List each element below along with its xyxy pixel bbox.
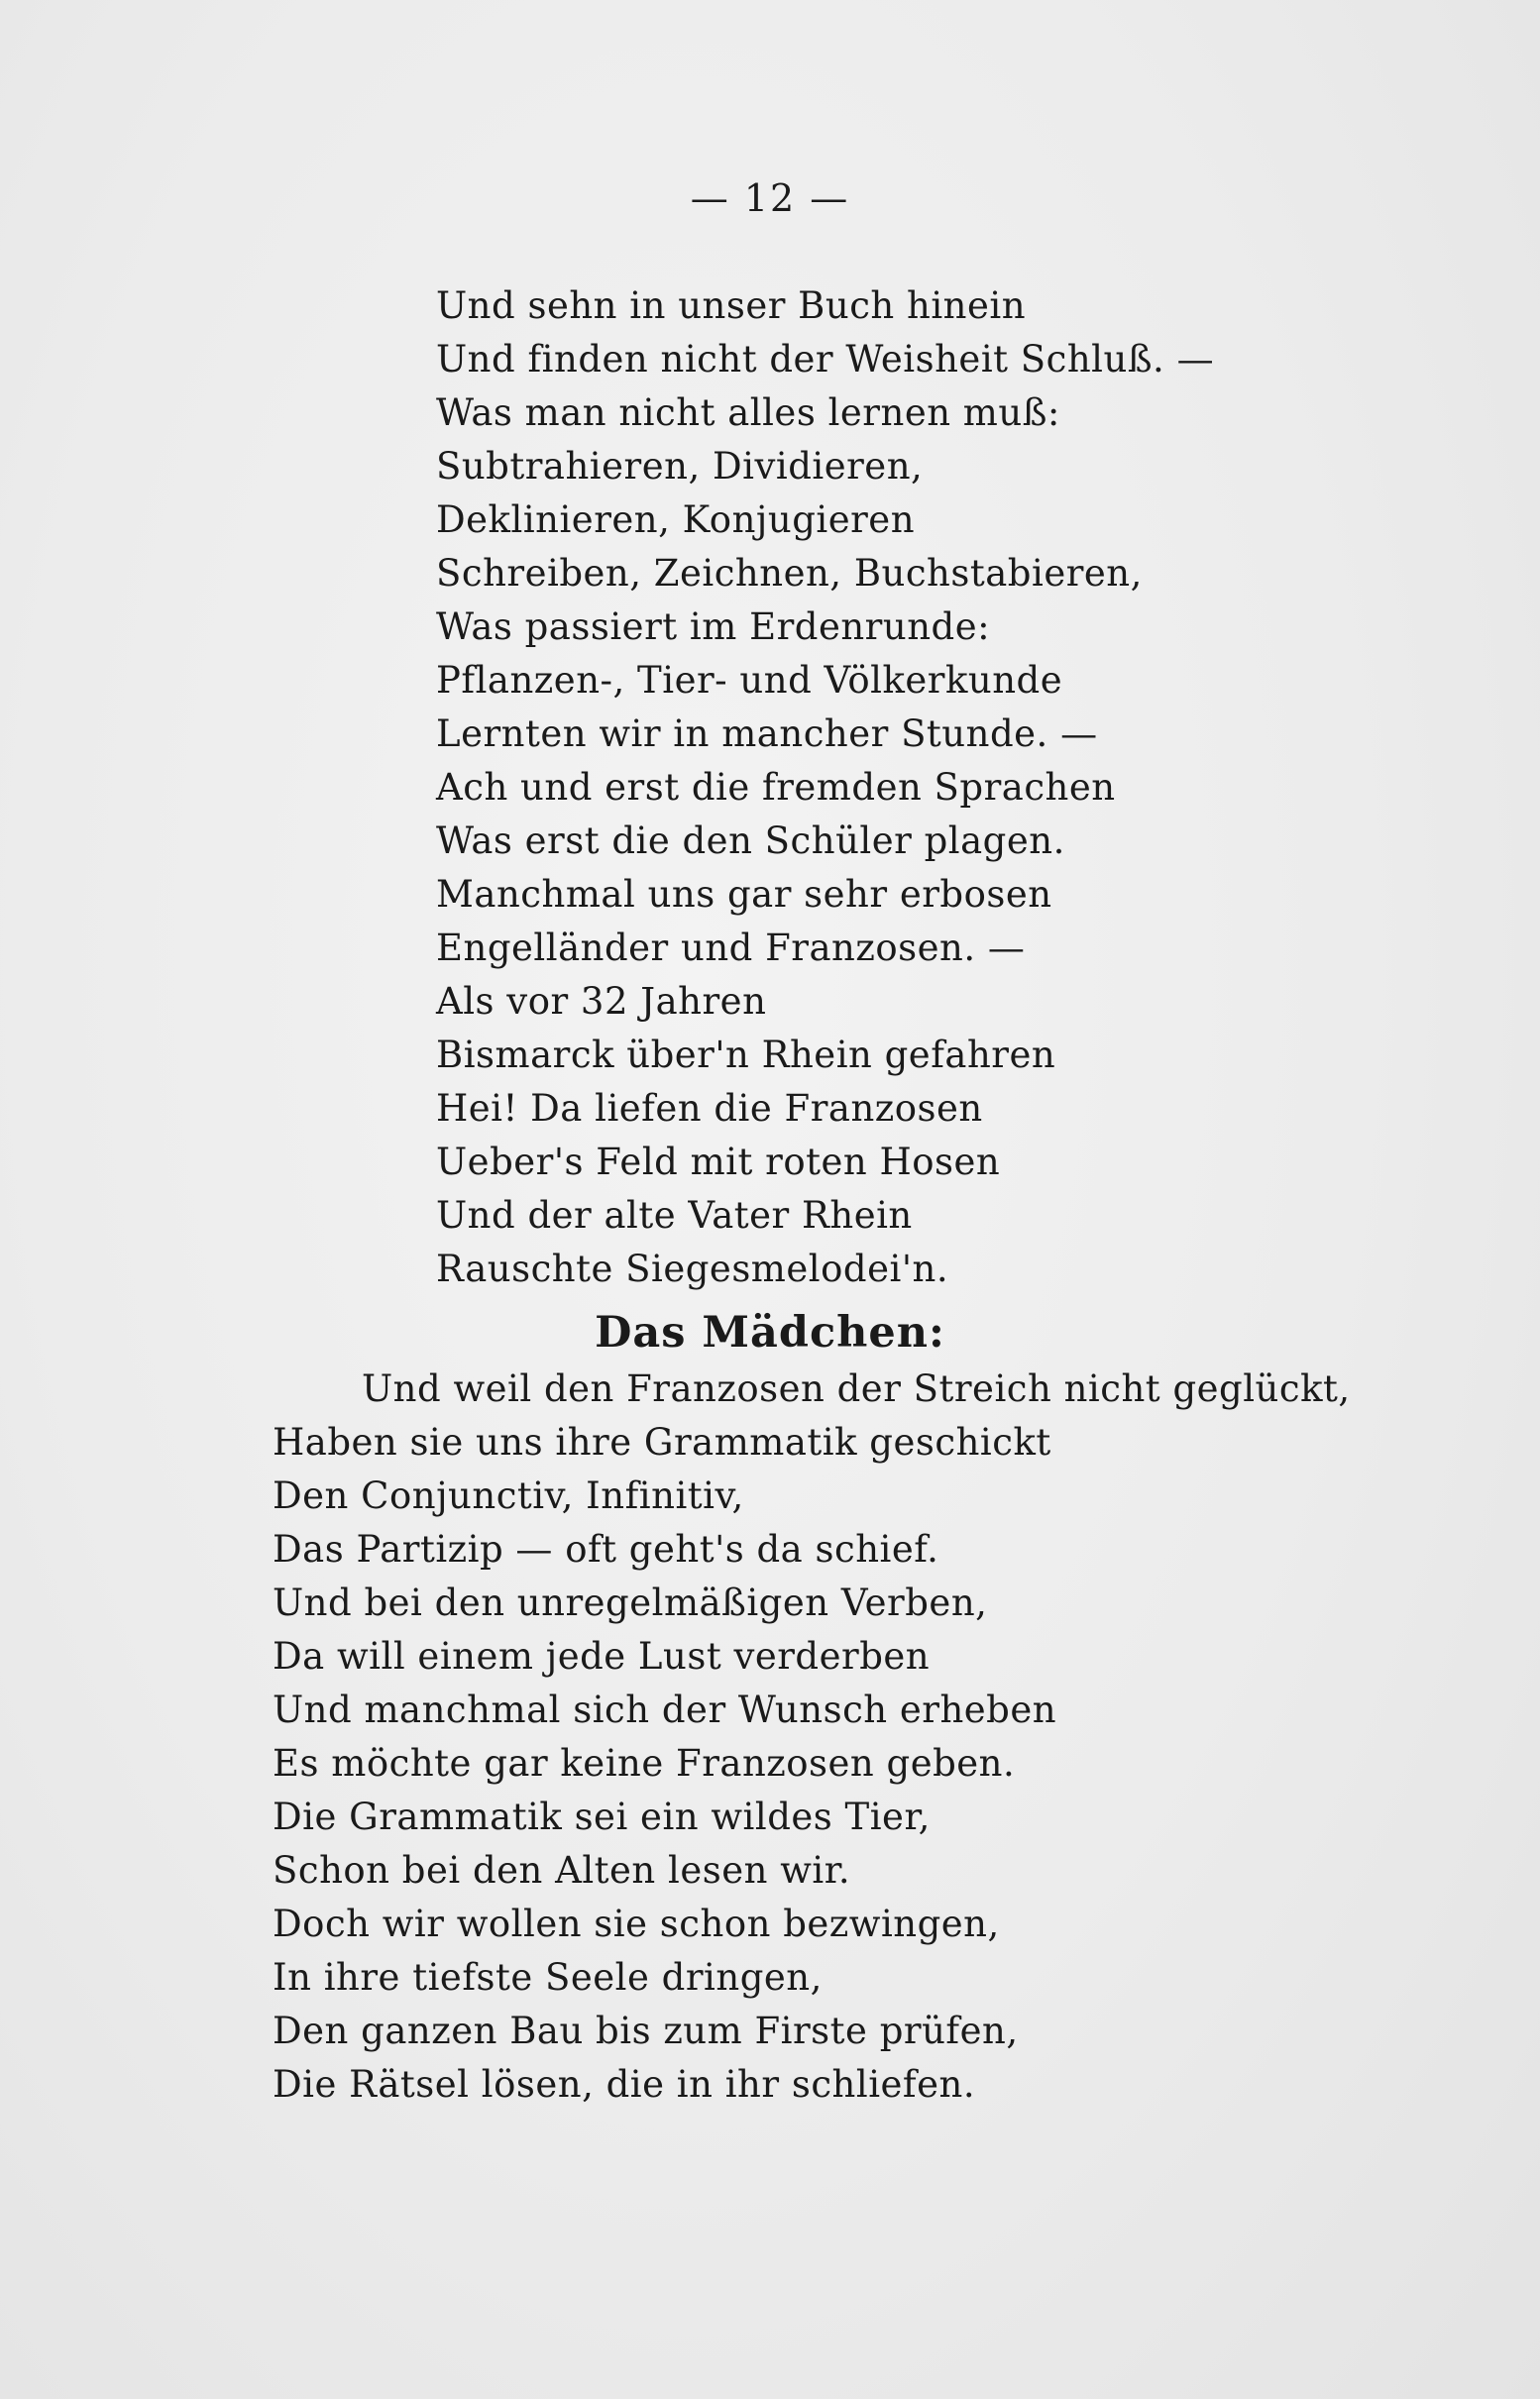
verse-line: Doch wir wollen sie schon bezwingen, bbox=[273, 1903, 1000, 1945]
verse-line: Da will einem jede Lust verderben bbox=[273, 1635, 931, 1678]
verse-line: Und manchmal sich der Wunsch erheben bbox=[273, 1689, 1057, 1731]
verse-line: Was man nicht alles lernen muß: bbox=[436, 391, 1060, 434]
verse-line: Und bei den unregelmäßigen Verben, bbox=[273, 1581, 988, 1624]
verse-line: Bismarck über'n Rhein gefahren bbox=[436, 1034, 1056, 1076]
verse-line: Was passiert im Erdenrunde: bbox=[436, 605, 991, 648]
verse-line: Die Grammatik sei ein wildes Tier, bbox=[273, 1796, 931, 1838]
verse-line: Und sehn in unser Buch hinein bbox=[436, 284, 1027, 327]
verse-line: Und weil den Franzosen der Streich nicht geglückt, bbox=[362, 1367, 1351, 1410]
verse-line: Deklinieren, Konjugieren bbox=[436, 498, 916, 541]
speaker-heading: Das Mädchen: bbox=[595, 1308, 945, 1358]
verse-line: Den ganzen Bau bis zum Firste prüfen, bbox=[273, 2010, 1019, 2052]
verse-line: Was erst die den Schüler plagen. bbox=[436, 819, 1065, 862]
verse-line: Den Conjunctiv, Infinitiv, bbox=[273, 1474, 744, 1517]
verse-line: Schreiben, Zeichnen, Buchstabieren, bbox=[436, 552, 1143, 595]
verse-line: In ihre tiefste Seele dringen, bbox=[273, 1956, 823, 1999]
poem-stanza-2 bbox=[273, 1363, 1351, 2112]
poem-stanza-1 bbox=[436, 279, 1214, 1296]
verse-line: Die Rätsel lösen, die in ihr schliefen. bbox=[273, 2063, 976, 2106]
verse-line: Schon bei den Alten lesen wir. bbox=[273, 1849, 851, 1892]
verse-line: Haben sie uns ihre Grammatik geschickt bbox=[273, 1421, 1051, 1464]
verse-line: Es möchte gar keine Franzosen geben. bbox=[273, 1742, 1016, 1785]
verse-line: Rauschte Siegesmelodei'n. bbox=[436, 1248, 949, 1290]
verse-line: Und der alte Vater Rhein bbox=[436, 1194, 913, 1237]
verse-line: Subtrahieren, Dividieren, bbox=[436, 445, 924, 488]
verse-line: Ueber's Feld mit roten Hosen bbox=[436, 1141, 1001, 1183]
verse-line: Pflanzen-, Tier- und Völkerkunde bbox=[436, 659, 1063, 702]
verse-line: Engelländer und Franzosen. — bbox=[436, 927, 1026, 969]
verse-line: Und finden nicht der Weisheit Schluß. — bbox=[436, 338, 1215, 381]
page-number: — 12 — bbox=[690, 176, 850, 220]
verse-line: Als vor 32 Jahren bbox=[436, 980, 767, 1023]
verse-line: Lernten wir in mancher Stunde. — bbox=[436, 712, 1098, 755]
verse-line: Manchmal uns gar sehr erbosen bbox=[436, 873, 1052, 916]
verse-line: Das Partizip — oft geht's da schief. bbox=[273, 1528, 939, 1571]
verse-line: Hei! Da liefen die Franzosen bbox=[436, 1087, 983, 1130]
verse-line: Ach und erst die fremden Sprachen bbox=[436, 766, 1116, 809]
